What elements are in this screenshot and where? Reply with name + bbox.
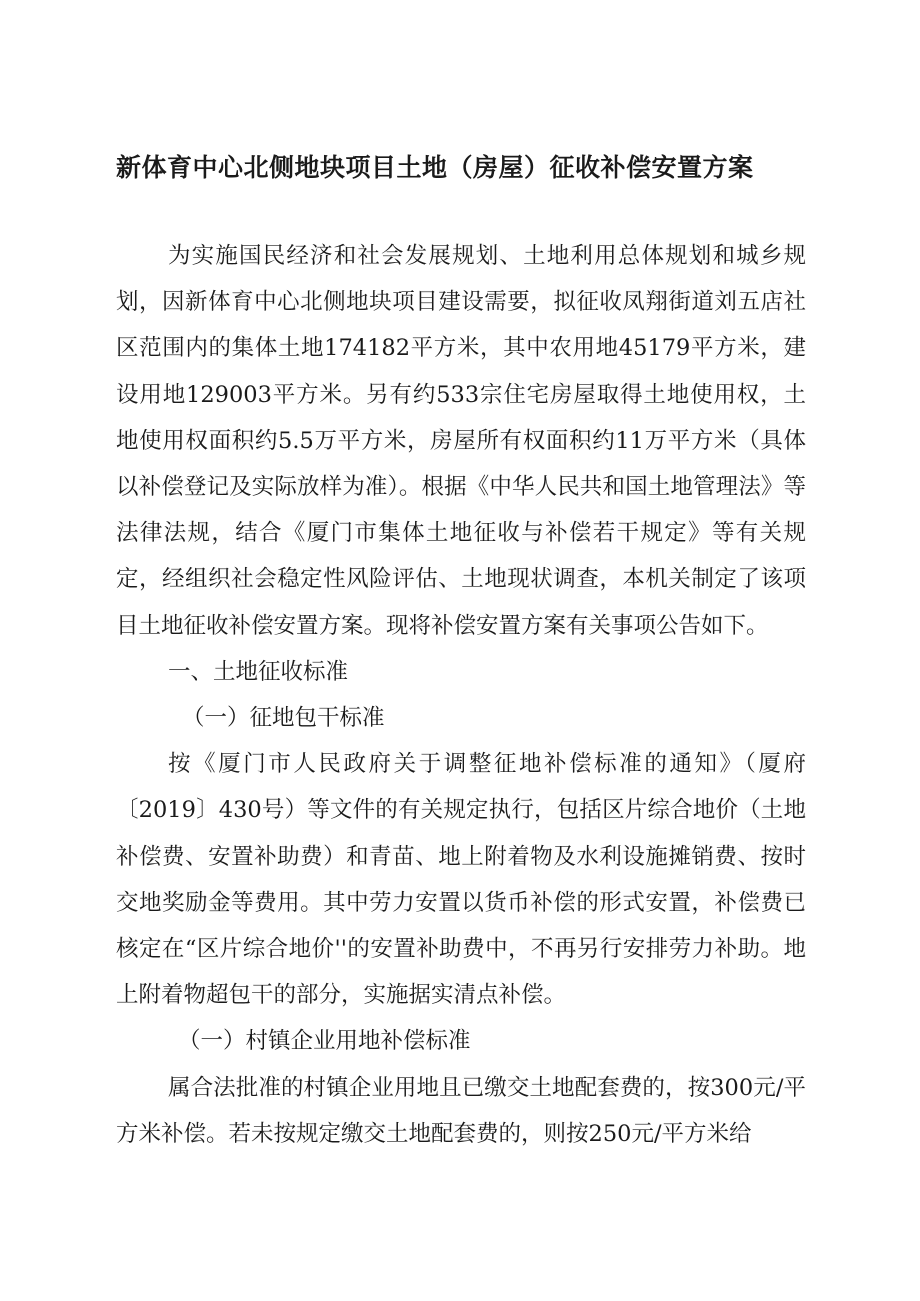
document-body xyxy=(116,233,806,1157)
subsection-paragraph: 按《厦门市人民政府关于调整征地补偿标准的通知》（厦府〔2019〕430号）等文件的有关规定执行，包括区片综合地价（土地补偿费、安置补助费）和青苗、地上附着物及水利设施摊销费、按时交地奖励金等费用。其中劳力安置以货币补偿的形式安置，补偿费已核定在“区片综合地价''的安置补助费中，不再另行安排劳力补助。地上附着物超包干的部分，实施据实清点补偿。 xyxy=(116,751,806,1009)
section-heading: 一、土地征收标准 xyxy=(168,658,349,685)
subsection-heading: （一）征地包干标准 xyxy=(182,705,385,732)
subsection-heading: （一）村镇企业用地补偿标准 xyxy=(178,1028,471,1055)
subsection-paragraph: 属合法批准的村镇企业用地且已缴交土地配套费的，按300元/平方米补偿。若未按规定缴交土地配套费的，则按250元/平方米给 xyxy=(116,1074,806,1147)
document-title: 新体育中心北侧地块项目土地（房屋）征收补偿安置方案 xyxy=(116,153,754,182)
intro-paragraph: 为实施国民经济和社会发展规划、土地利用总体规划和城乡规划，因新体育中心北侧地块项目建设需要，拟征收凤翔街道刘五店社区范围内的集体土地174182平方米，其中农用地45179平方米，建设用地129003平方米。另有约533宗住宅房屋取得土地使用权，土地使用权面积约5.5万平方米，房屋所有权面积约11万平方米（具体以补偿登记及实际放样为准）。根据《中华人民共和国土地管理法》等法律法规，结合《厦门市集体土地征收与补偿若干规定》等有关规定，经组织社会稳定性风险评估、土地现状调查，本机关制定了该项目土地征收补偿安置方案。现将补偿安置方案有关事项公告如下。 xyxy=(116,243,806,639)
